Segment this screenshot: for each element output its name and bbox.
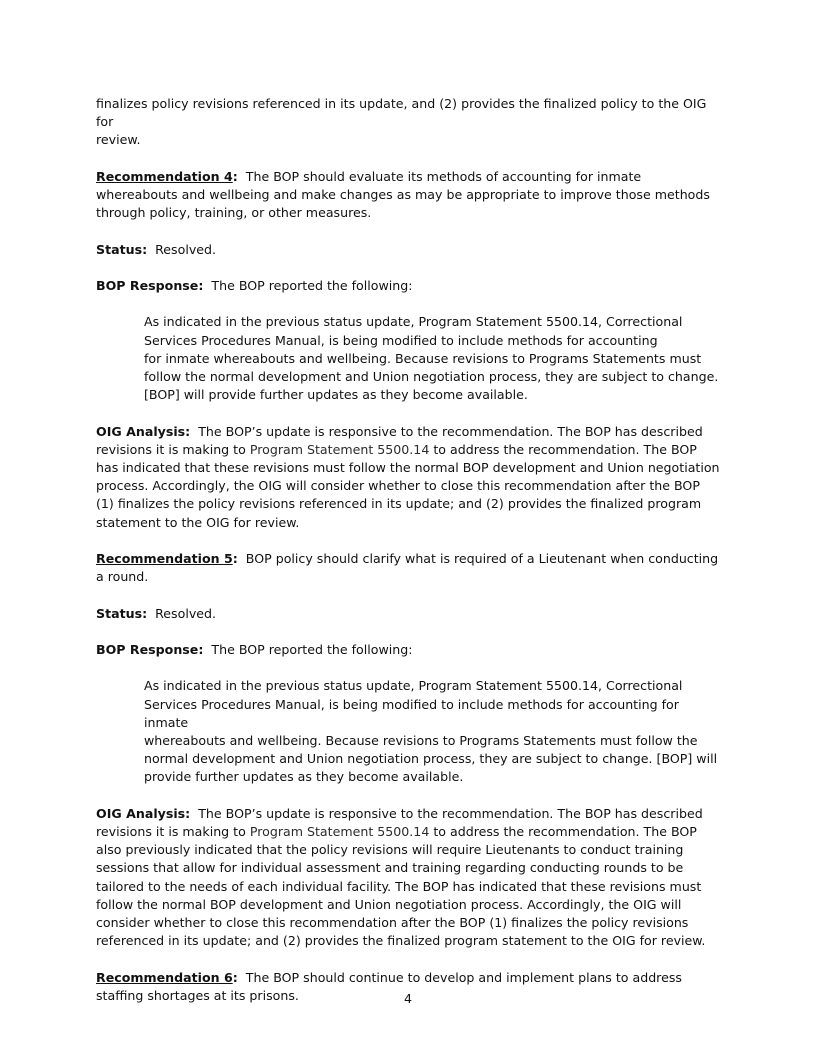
recommendation-6-colon: : bbox=[232, 969, 238, 985]
analysis-text-part-1: The BOP’s update is responsive to the recommendation. The BOP has described revisions it is making to bbox=[96, 805, 703, 839]
program-statement-link[interactable]: Program Statement 5500.14 bbox=[249, 441, 430, 457]
page-number: 4 bbox=[403, 991, 412, 1006]
analysis-text-part-1: The BOP’s update is responsive to the recommendation. The BOP has described revisions it is making to bbox=[96, 423, 703, 457]
status-label: Status: bbox=[96, 241, 148, 257]
analysis-label: OIG Analysis: bbox=[96, 805, 191, 821]
quote-line: normal development and Union negotiation process, they are subject to change. [BOP] will bbox=[144, 751, 718, 767]
intro-line-1: finalizes policy revisions referenced in its update, and (2) provides the finalized policy to the OIG for bbox=[96, 96, 707, 130]
recommendation-6-text: The BOP should continue to develop and implement plans to address staffing shortages at its prisons. bbox=[96, 969, 682, 1003]
recommendation-4-colon: : bbox=[232, 168, 238, 184]
quote-line: for inmate whereabouts and wellbeing. Because revisions to Programs Statements must bbox=[144, 350, 702, 366]
quote-line: [BOP] will provide further updates as they become available. bbox=[144, 387, 528, 403]
recommendation-5-quote bbox=[96, 677, 720, 786]
status-value: Resolved. bbox=[155, 605, 217, 621]
status-value: Resolved. bbox=[155, 241, 217, 257]
recommendation-6-heading: Recommendation 6 bbox=[96, 969, 233, 985]
response-label: BOP Response: bbox=[96, 277, 204, 293]
quote-line: follow the normal development and Union negotiation process, they are subject to change. bbox=[144, 368, 719, 384]
program-statement-link[interactable]: Program Statement 5500.14 bbox=[249, 823, 430, 839]
quote-line: As indicated in the previous status update, Program Statement 5500.14, Correctional bbox=[144, 314, 683, 330]
analysis-text-part-2: to address the recommendation. The BOP also previously indicated that the policy revisions will require Lieutenants to conduct training sessions that allow for individual assessment and training regarding conducting rounds to be tailored to the needs of each individual facility. The BOP has indicated that these revisions must follow the normal BOP development and Union negotiation process. Accordingly, the OIG will consider whether to close this recommendation after the BOP (1) finalizes the policy revisions referenced in its update; and (2) provides the finalized program statement to the OIG for review. bbox=[96, 823, 706, 949]
recommendation-5-paragraph bbox=[96, 550, 720, 586]
quote-line: provide further updates as they become available. bbox=[144, 769, 464, 785]
response-intro: The BOP reported the following: bbox=[211, 641, 413, 657]
recommendation-4-status bbox=[96, 241, 720, 259]
recommendation-4-analysis bbox=[96, 423, 720, 532]
quote-line: As indicated in the previous status update, Program Statement 5500.14, Correctional bbox=[144, 678, 683, 694]
recommendation-4-text: The BOP should evaluate its methods of accounting for inmate whereabouts and wellbeing and make changes as may be appropriate to improve those methods through policy, training, or other measures. bbox=[96, 168, 710, 221]
recommendation-5-analysis bbox=[96, 805, 720, 951]
document-body bbox=[96, 95, 720, 1005]
analysis-label: OIG Analysis: bbox=[96, 423, 191, 439]
quote-line: Services Procedures Manual, is being modified to include methods for accounting bbox=[144, 332, 658, 348]
analysis-text-part-2: to address the recommendation. The BOP has indicated that these revisions must follow the normal BOP development and Union negotiation process. Accordingly, the OIG will consider whether to close this recommendation after the BOP (1) finalizes the policy revisions referenced in its update; and (2) provides the finalized program statement to the OIG for review. bbox=[96, 441, 720, 530]
recommendation-5-colon: : bbox=[232, 550, 238, 566]
recommendation-5-response bbox=[96, 641, 720, 659]
recommendation-5-text: BOP policy should clarify what is required of a Lieutenant when conducting a round. bbox=[96, 550, 719, 585]
status-label: Status: bbox=[96, 605, 148, 621]
recommendation-4-response bbox=[96, 277, 720, 295]
recommendation-5-heading: Recommendation 5 bbox=[96, 550, 233, 566]
intro-paragraph bbox=[96, 95, 720, 150]
quote-line: Services Procedures Manual, is being modified to include methods for accounting for inmate bbox=[144, 696, 679, 730]
response-label: BOP Response: bbox=[96, 641, 204, 657]
intro-line-2: review. bbox=[96, 132, 141, 148]
quote-line: whereabouts and wellbeing. Because revisions to Programs Statements must follow the bbox=[144, 732, 698, 748]
recommendation-5-status bbox=[96, 605, 720, 623]
recommendation-4-heading: Recommendation 4 bbox=[96, 168, 233, 184]
recommendation-4-quote bbox=[96, 313, 720, 404]
recommendation-4-paragraph bbox=[96, 168, 720, 223]
response-intro: The BOP reported the following: bbox=[211, 277, 413, 293]
